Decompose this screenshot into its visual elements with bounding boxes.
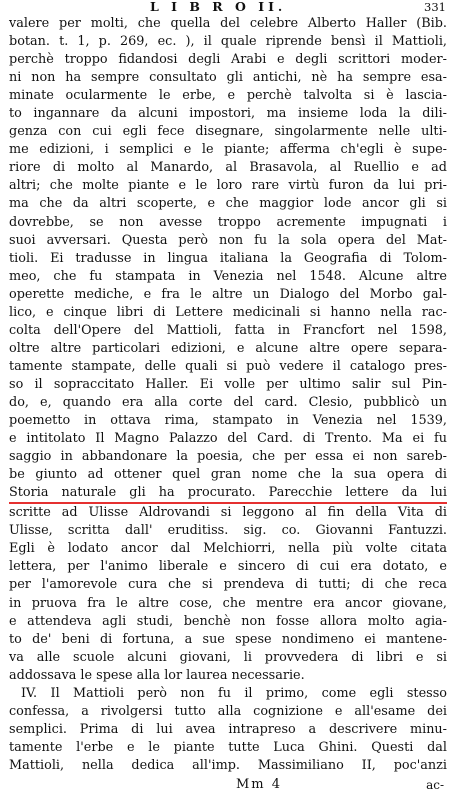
text-line: ma che da altri scoperte, e che maggior lode ancor gli si — [9, 196, 447, 212]
text-line: tamente stampate, delle quali si può vedere il catalogo pres- — [9, 358, 447, 374]
text-line: e intitolato Il Magno Palazzo del Card. di Trento. Ma ei fu — [9, 431, 447, 447]
text-line: lettera, per l'animo liberale e sincero di cui era dotato, e — [9, 559, 447, 575]
text-line: per l'amorevole cura che si prendeva di tutti; di che reca — [9, 577, 447, 593]
text-line: dovrebbe, se non avesse troppo acremente impugnati i — [9, 214, 447, 230]
text-line: riore di molto al Manardo, al Brasavola, al Ruellio e ad — [9, 160, 447, 176]
section-start-line: IV. Il Mattioli però non fu il primo, come egli stesso — [21, 685, 447, 701]
text-line: altri; che molte piante e le loro rare virtù furon da lui pri- — [9, 178, 447, 194]
text-line: to ingannare da alcuni impostori, ma insieme loda la dili- — [9, 106, 447, 122]
page-footer — [0, 777, 454, 797]
body-text — [9, 15, 447, 775]
text-line: minate ocularmente le erbe, e perchè talvolta si è lascia- — [9, 88, 447, 104]
text-line: e attendeva agli studi, benchè non fosse allora molto agia- — [9, 613, 447, 629]
text-line: Ulisse, scritta dall' eruditiss. sig. co. Giovanni Fantuzzi. — [9, 523, 447, 539]
text-line: be giunto ad ottener quel gran nome che la sua opera di — [9, 467, 447, 483]
text-line: suoi avversari. Questa però non fu la sola opera del Mat- — [9, 232, 447, 248]
text-line: perchè troppo fidandosi degli Arabi e degli scrittori moder- — [9, 52, 447, 68]
highlighted-line: Storia naturale gli ha procurato. Parecchie lettere da lui — [9, 484, 447, 504]
catchword: ac- — [426, 778, 444, 792]
running-title: L I B R O II. — [150, 0, 287, 14]
text-line: va alle scuole alcuni giovani, li provvedera di libri e si — [9, 649, 447, 665]
text-line: semplici. Prima di lui avea intrapreso a descrivere minu- — [9, 721, 447, 737]
text-line: ni non ha sempre consultato gli antichi, nè ha sempre esa- — [9, 70, 447, 86]
text-line: addossava le spese alla lor laurea necessarie. — [9, 667, 305, 683]
text-line: oltre altre particolari edizioni, e alcune altre opere separa- — [9, 340, 447, 356]
text-line: do, e, quando era alla corte del card. Clesio, pubblicò un — [9, 394, 447, 410]
text-line: scritte ad Ulisse Aldrovandi si leggono al fin della Vita di — [9, 505, 447, 521]
text-line: colta dell'Opere del Mattioli, fatta in Francfort nel 1598, — [9, 322, 447, 338]
text-line: Egli è lodato ancor dal Melchiorri, nella più volte citata — [9, 541, 447, 557]
page-number: 331 — [424, 0, 446, 14]
text-line: me edizioni, i semplici e le piante; afferma ch'egli è supe- — [9, 142, 447, 158]
text-line: poemetto in ottava rima, stampato in Venezia nel 1539, — [9, 413, 447, 429]
text-line: tamente l'erbe e le piante tutte Luca Ghini. Questi dal — [9, 739, 447, 755]
text-line: operette mediche, e fra le altre un Dialogo del Morbo gal- — [9, 286, 447, 302]
text-line: valere per molti, che quella del celebre Alberto Haller (Bib. — [9, 16, 447, 31]
text-line: botan. t. 1, p. 269, ec. ), il quale riprende bensì il Mattioli, — [9, 34, 447, 50]
text-line: genza con cui egli fece disegnare, singolarmente nelle ulti- — [9, 124, 447, 140]
text-line: tioli. Ei tradusse in lingua italiana la Geografia di Tolom- — [9, 250, 447, 266]
running-head — [0, 0, 454, 14]
text-line: to de' beni di fortuna, a sue spese nondimeno ei mantene- — [9, 631, 447, 647]
signature-mark: Mm 4 — [236, 777, 283, 792]
text-line: in pruova fra le altre cose, che mentre era ancor giovane, — [9, 595, 447, 611]
text-line: so il sopraccitato Haller. Ei volle per ultimo salir sul Pin- — [9, 376, 447, 392]
text-line: lico, e cinque libri di Lettere medicinali si hanno nella rac- — [9, 304, 447, 320]
text-line: Mattioli, nella dedica all'imp. Massimiliano II, poc'anzi — [9, 757, 447, 773]
text-line: meo, che fu stampata in Venezia nel 1548. Alcune altre — [9, 268, 447, 284]
text-line: confessa, a rivolgersi tutto alla cognizione e all'esame dei — [9, 703, 447, 719]
text-line: saggio in abbandonare la poesia, che per essa ei non sareb- — [9, 449, 447, 465]
